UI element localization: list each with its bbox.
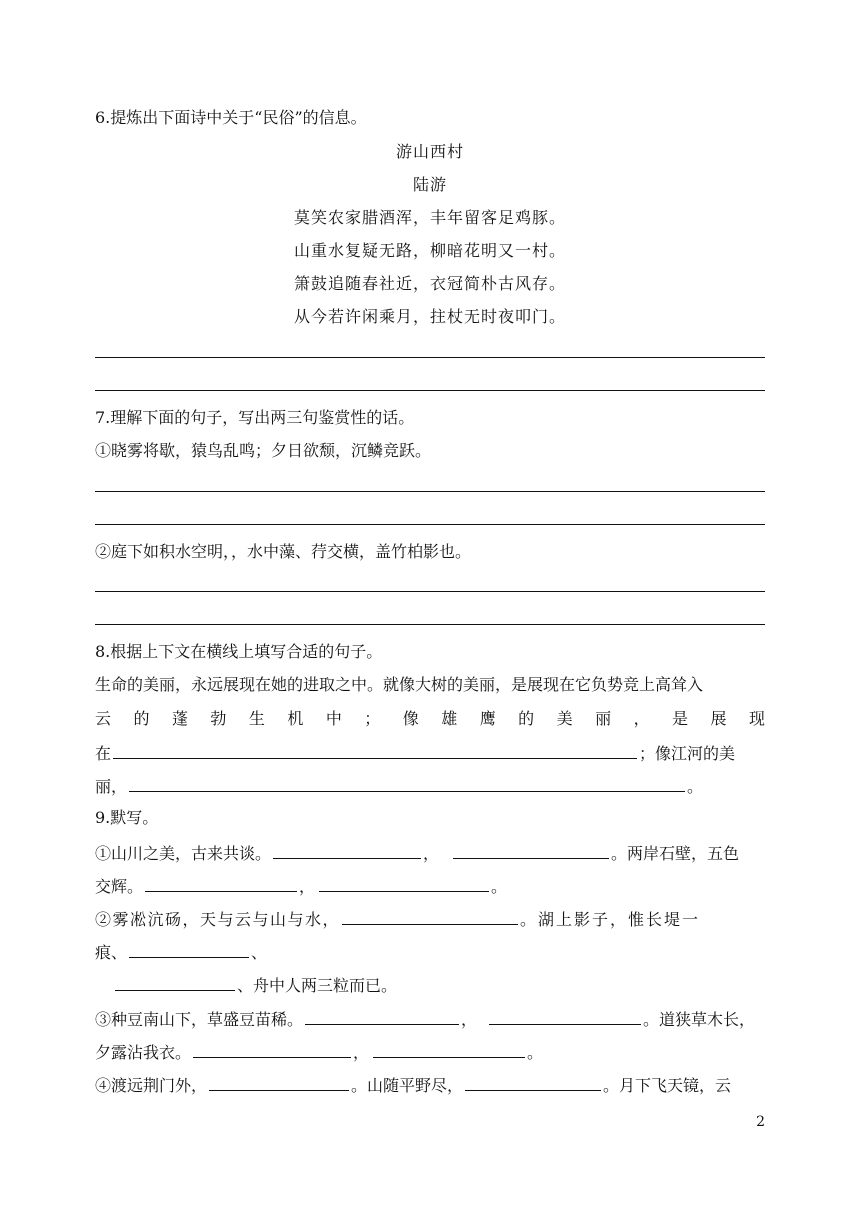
fill-blank[interactable] — [465, 1073, 601, 1091]
answer-line[interactable] — [95, 591, 765, 592]
fill-blank[interactable] — [113, 741, 637, 759]
poem-author: 陆游 — [412, 175, 447, 194]
q9-text: 、 — [251, 943, 268, 962]
q9-text: 。山随平野尽， — [351, 1076, 464, 1095]
fill-blank[interactable] — [489, 1007, 641, 1025]
answer-line[interactable] — [95, 357, 765, 358]
q8-text: ；像江河的美 — [639, 744, 736, 763]
q8-char: 像 — [402, 709, 419, 728]
q9-text: 。 — [527, 1043, 544, 1062]
q7-prompt: 7.理解下面的句子，写出两三句鉴赏性的话。 — [95, 408, 415, 427]
q8-line-1: 生命的美丽，永远展现在她的进取之中。就像大树的美丽，是展现在它负势竞上高耸入 — [95, 675, 704, 694]
q9-text: 、舟中人两三粒而已。 — [237, 976, 398, 995]
fill-blank[interactable] — [273, 841, 421, 859]
q9-item-3 — [95, 1007, 765, 1031]
q9-text: 。道狭草木长， — [643, 1010, 756, 1029]
q8-char: 生 — [248, 709, 265, 728]
q8-char: 的 — [518, 709, 535, 728]
q8-text: 。 — [687, 777, 704, 796]
q9-text: ②雾凇沆砀，天与云与山与水， — [95, 910, 341, 929]
q8-char: ； — [364, 709, 381, 728]
q9-text: ①山川之美，古来共谈。 — [95, 844, 272, 863]
q8-char: 现 — [748, 709, 765, 728]
q8-char: 丽 — [595, 709, 612, 728]
poem-line: 从今若许闲乘月，拄杖无时夜叩门。 — [293, 307, 566, 326]
q8-char: 美 — [556, 709, 573, 728]
q8-char: 雄 — [441, 709, 458, 728]
q9-item-4 — [95, 1073, 765, 1097]
q9-text: ， — [423, 844, 440, 863]
fill-blank[interactable] — [319, 874, 489, 892]
q8-text: 丽， — [95, 777, 128, 796]
q8-line-4 — [95, 774, 765, 798]
q9-text: ， — [299, 877, 316, 896]
q9-text: 。湖上影子，惟长堤一 — [520, 910, 701, 929]
q9-text: 。月下飞天镜，云 — [603, 1076, 732, 1095]
q8-line-3 — [95, 741, 765, 765]
fill-blank[interactable] — [115, 973, 235, 991]
poem-line: 山重水复疑无路，柳暗花明又一村。 — [293, 241, 566, 260]
q9-text: ④渡远荆门外， — [95, 1076, 208, 1095]
q9-text: 。两岸石壁，五色 — [611, 844, 740, 863]
answer-line[interactable] — [95, 524, 765, 525]
fill-blank[interactable] — [453, 841, 609, 859]
q9-text: ， — [461, 1010, 478, 1029]
q8-char: 机 — [287, 709, 304, 728]
q8-char: ， — [633, 709, 650, 728]
q9-text: ③种豆南山下，草盛豆苗稀。 — [95, 1010, 304, 1029]
q8-char: 蓬 — [171, 709, 188, 728]
q8-char: 云 — [95, 709, 112, 728]
q8-char: 展 — [710, 709, 727, 728]
poem-line: 箫鼓追随春社近，衣冠简朴古风存。 — [293, 274, 566, 293]
q8-char: 勃 — [210, 709, 227, 728]
q9-text: 。 — [491, 877, 508, 896]
fill-blank[interactable] — [193, 1040, 351, 1058]
poem-line: 莫笑农家腊酒浑，丰年留客足鸡豚。 — [293, 208, 566, 227]
q8-char: 中 — [325, 709, 342, 728]
answer-line[interactable] — [95, 390, 765, 391]
q8-line-2 — [95, 708, 765, 730]
q9-item-2-cont2 — [115, 973, 785, 997]
fill-blank[interactable] — [209, 1073, 349, 1091]
q9-text: 交辉。 — [95, 877, 144, 896]
q9-item-2 — [95, 907, 765, 931]
q6-prompt: 6.提炼出下面诗中关于“民俗”的信息。 — [95, 108, 367, 127]
q8-prompt: 8.根据上下文在横线上填写合适的句子。 — [95, 642, 383, 661]
q9-text: 痕、 — [95, 943, 128, 962]
q7-sentence-2: ②庭下如积水空明，，水中藻、荇交横，盖竹柏影也。 — [95, 542, 472, 561]
poem-title: 游山西村 — [395, 142, 464, 161]
q9-text: 夕露沾我衣。 — [95, 1043, 192, 1062]
q9-item-1-cont — [95, 874, 765, 898]
q8-char: 鹰 — [479, 709, 496, 728]
q9-item-2-cont — [95, 940, 765, 964]
q9-item-3-cont — [95, 1040, 765, 1064]
fill-blank[interactable] — [342, 907, 518, 925]
fill-blank[interactable] — [129, 774, 685, 792]
q8-text: 在 — [95, 744, 112, 763]
q9-item-1 — [95, 841, 765, 865]
q8-char: 的 — [133, 709, 150, 728]
fill-blank[interactable] — [129, 940, 249, 958]
fill-blank[interactable] — [145, 874, 297, 892]
q9-text: ， — [353, 1043, 370, 1062]
fill-blank[interactable] — [373, 1040, 525, 1058]
answer-line[interactable] — [95, 491, 765, 492]
page-number: 2 — [756, 1114, 765, 1130]
answer-line[interactable] — [95, 624, 765, 625]
q7-sentence-1: ①晓雾将歇，猿鸟乱鸣；夕日欲颓，沉鳞竞跃。 — [95, 441, 432, 460]
q9-prompt: 9.默写。 — [95, 808, 159, 827]
fill-blank[interactable] — [305, 1007, 459, 1025]
q8-char: 是 — [672, 709, 689, 728]
